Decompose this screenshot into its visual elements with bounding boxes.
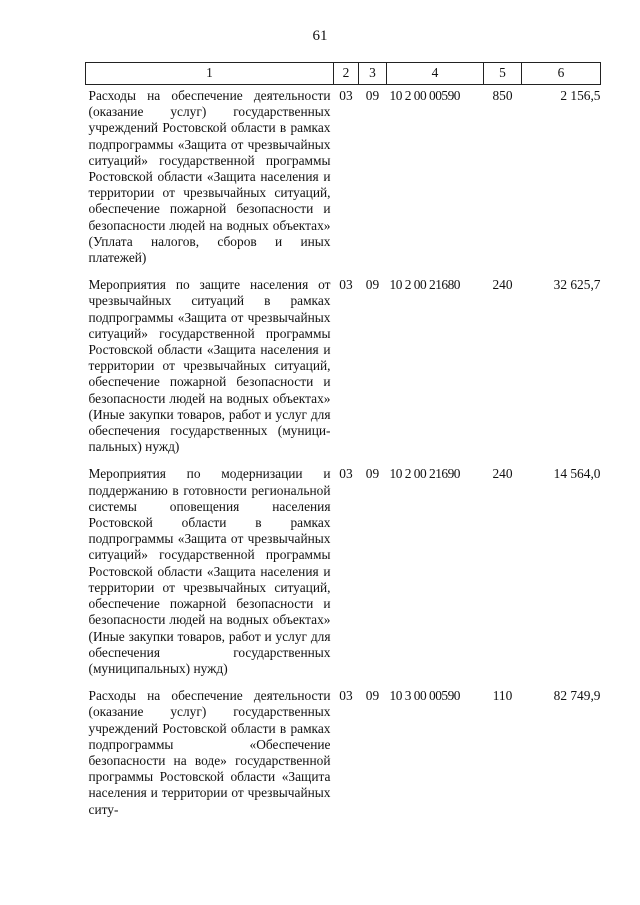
row-subsection: 09 <box>365 277 380 293</box>
table-row <box>86 274 601 463</box>
row-description <box>86 85 334 275</box>
row-expense-type: 850 <box>492 88 513 103</box>
row-target-article: 10 2 00 21680 <box>389 277 460 293</box>
table-row <box>86 463 601 685</box>
table-row <box>86 85 601 275</box>
table-header-row <box>86 63 601 85</box>
row-description <box>86 463 334 685</box>
row-section: 03 <box>339 688 353 704</box>
row-target-article: 10 2 00 21690 <box>389 466 460 482</box>
column-header-2: 2 <box>334 63 359 85</box>
row-description-text: Мероприятия по модернизации и поддержанию в готовности региональной системы оповещения населения Ростовской области в рамках подпрограммы «Защита от чрезвычайных ситуаций» государственной программы Ростовской области «Защита населения и территории от чрезвычайных ситуаций, обеспечение пожарной безопасности и безопасности людей на водных объектах» (Иные закупки товаров, работ и услуг для обеспечения государственных (муниципальных) нужд) <box>88 466 331 676</box>
row-amount: 82 749,9 <box>553 688 601 704</box>
row-section: 03 <box>339 466 353 482</box>
row-subsection: 09 <box>365 466 380 482</box>
row-expense-type: 240 <box>492 277 513 293</box>
column-header-5: 5 <box>484 63 522 85</box>
row-description-text: Мероприятия по защите населения от чрезвычайных ситуаций в рамках подпрограммы «Защита от чрезвычайных ситуаций» государственной программы Ростовской области «Защита населения и территории от чрезвычайных ситуаций, обеспечение пожарной безопасности и безопасности людей на водных объектах» (Иные закупки товаров, работ и услуг для обеспечения государственных (муниципальных) нужд) <box>88 277 331 455</box>
row-section: 03 <box>339 277 353 293</box>
row-expense-type: 240 <box>492 466 513 482</box>
column-header-4: 4 <box>387 63 484 85</box>
row-section: 03 <box>339 88 353 103</box>
row-subsection: 09 <box>365 688 380 704</box>
budget-allocation-table <box>85 62 601 826</box>
row-target-article: 10 2 00 00590 <box>389 88 460 103</box>
table-row <box>86 685 601 826</box>
row-amount: 32 625,7 <box>553 277 601 293</box>
row-expense-type: 110 <box>492 688 513 704</box>
column-header-6: 6 <box>522 63 601 85</box>
row-amount: 14 564,0 <box>553 466 601 482</box>
row-target-article: 10 3 00 00590 <box>389 688 460 704</box>
row-description-text: Расходы на обеспечение деятельности (оказание услуг) государственных учреждений Ростовской области в рамках подпрограммы «Защита от чрезвычайных ситуаций» государственной программы Ростовской области «Защита населения и территории от чрезвычайных ситуаций, обеспечение пожарной безопасности и безопасности людей на водных объектах» (Уплата налогов, сборов и иных платежей) <box>88 88 331 266</box>
row-description <box>86 685 334 826</box>
column-header-1: 1 <box>86 63 334 85</box>
row-description-text: Расходы на обеспечение деятельности (оказание услуг) государственных учреждений Ростовской области в рамках подпрограммы «Обеспечение безопасности на воде» государственной программы Ростовской области «Защита населения и территории от чрезвычайных ситу- <box>88 688 331 817</box>
page-number: 61 <box>312 28 328 44</box>
column-header-3: 3 <box>359 63 387 85</box>
row-amount: 2 156,5 <box>560 88 601 103</box>
row-description <box>86 274 334 463</box>
row-subsection: 09 <box>365 88 380 103</box>
